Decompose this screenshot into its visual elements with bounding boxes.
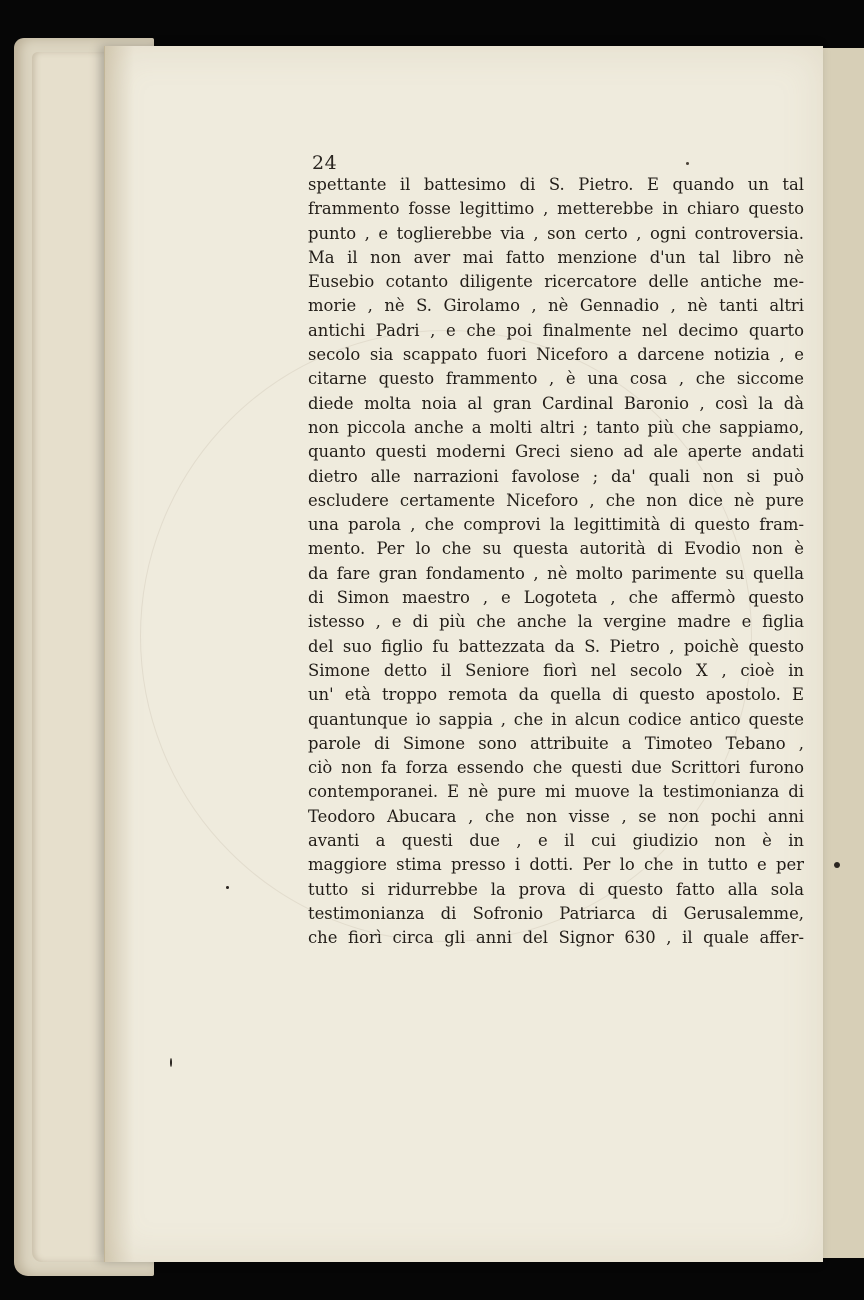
text-line: punto , e toglierebbe via , son certo , ogni controversia. [308, 223, 804, 243]
text-line: dietro alle narrazioni favolose ; da' quali non si può [308, 466, 804, 486]
text-line: Simone detto il Seniore fiorì nel secolo X , cioè in [308, 660, 804, 680]
text-line: frammento fosse legittimo , metterebbe in chiaro questo [308, 199, 804, 219]
text-line: morie , nè S. Girolamo , nè Gennadio , nè tanti altri [308, 296, 804, 316]
ink-speck [686, 162, 689, 165]
text-line: secolo sia scappato fuori Niceforo a darcene notizia , e [308, 345, 804, 365]
text-line: citarne questo frammento , è una cosa , che siccome [308, 369, 804, 389]
text-line: un' età troppo remota da quella di questo apostolo. E [308, 685, 804, 705]
text-line: maggiore stima presso i dotti. Per lo che in tutto e per [308, 855, 804, 875]
body-text [308, 173, 804, 951]
text-line: del suo figlio fu battezzata da S. Pietro , poichè questo [308, 636, 804, 656]
text-line: una parola , che comprovi la legittimità di questo fram- [308, 515, 804, 535]
text-line: spettante il battesimo di S. Pietro. E quando un tal [308, 175, 804, 194]
text-line: avanti a questi due , e il cui giudizio non è in [308, 831, 804, 851]
text-line: ciò non fa forza essendo che questi due Scrittori furono [308, 758, 804, 778]
text-line: istesso , e di più che anche la vergine madre e figlia [308, 612, 804, 632]
text-line: Eusebio cotanto diligente ricercatore delle antiche me- [308, 272, 804, 292]
text-line: parole di Simone sono attribuite a Timoteo Tebano , [308, 733, 804, 753]
text-line: che fiorì circa gli anni del Signor 630 , il quale affer- [308, 928, 804, 948]
text-line: mento. Per lo che su questa autorità di Evodio non è [308, 539, 804, 559]
ink-speck [170, 1058, 172, 1067]
text-line: escludere certamente Niceforo , che non dice nè pure [308, 490, 804, 510]
text-line: quanto questi moderni Greci sieno ad ale aperte andati [308, 442, 804, 462]
text-line: tutto si ridurrebbe la prova di questo fatto alla sola [308, 879, 804, 899]
facing-page-edge [820, 48, 864, 1258]
text-line: di Simon maestro , e Logoteta , che affermò questo [308, 588, 804, 608]
text-line: quantunque io sappia , che in alcun codice antico queste [308, 709, 804, 729]
text-line: testimonianza di Sofronio Patriarca di Gerusalemme, [308, 903, 804, 923]
text-line: Teodoro Abucara , che non visse , se non pochi anni [308, 806, 804, 826]
ink-speck [834, 862, 840, 868]
text-line: contemporanei. E nè pure mi muove la testimonianza di [308, 782, 804, 802]
page-gutter-shadow [104, 46, 134, 1262]
text-line: diede molta noia al gran Cardinal Baronio , così la dà [308, 393, 804, 413]
text-line: Ma il non aver mai fatto menzione d'un tal libro nè [308, 247, 804, 267]
page-number: 24 [312, 152, 338, 174]
text-line: da fare gran fondamento , nè molto parimente su quella [308, 563, 804, 583]
text-line: antichi Padri , e che poi finalmente nel decimo quarto [308, 320, 804, 340]
text-line: non piccola anche a molti altri ; tanto più che sappiamo, [308, 417, 804, 437]
ink-speck [226, 886, 229, 889]
